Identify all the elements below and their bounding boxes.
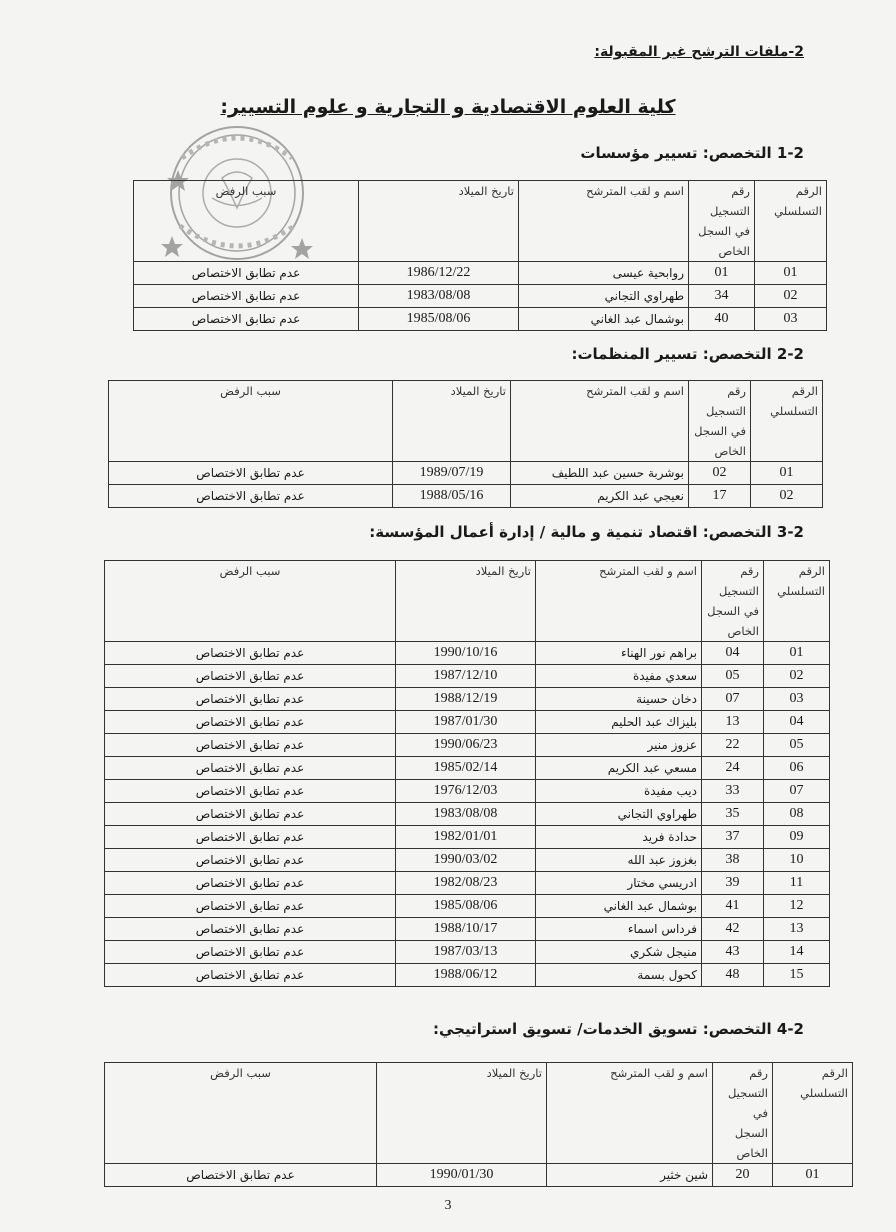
candidate-name-cell: عزوز منير: [536, 734, 702, 757]
table-row: [105, 941, 830, 964]
serial-cell: 09: [764, 826, 830, 849]
registration-cell: 01: [689, 262, 755, 285]
rejection-reason-cell: عدم تطابق الاختصاص: [134, 262, 359, 285]
rejection-reason-cell: عدم تطابق الاختصاص: [134, 285, 359, 308]
serial-cell: 03: [755, 308, 827, 331]
candidate-name-cell: دخان حسينة: [536, 688, 702, 711]
rejection-reason-cell: عدم تطابق الاختصاص: [109, 485, 393, 508]
rejection-reason-cell: عدم تطابق الاختصاص: [105, 711, 396, 734]
registration-cell: 37: [702, 826, 764, 849]
registration-cell: 48: [702, 964, 764, 987]
registration-cell: 39: [702, 872, 764, 895]
candidate-name-cell: روابحية عيسى: [519, 262, 689, 285]
table-row: [105, 895, 830, 918]
table-row: [105, 872, 830, 895]
rejection-reason-cell: عدم تطابق الاختصاص: [134, 308, 359, 331]
rejection-reason-cell: عدم تطابق الاختصاص: [105, 918, 396, 941]
serial-cell: 08: [764, 803, 830, 826]
registration-cell: 38: [702, 849, 764, 872]
candidate-name-cell: طهراوي التجاني: [519, 285, 689, 308]
rejection-reason-cell: عدم تطابق الاختصاص: [105, 1164, 377, 1187]
birth-date-cell: 1987/12/10: [396, 665, 536, 688]
birth-date-cell: 1982/01/01: [396, 826, 536, 849]
table-section-4: [104, 1062, 853, 1187]
birth-date-cell: 1985/08/06: [396, 895, 536, 918]
rejection-reason-cell: عدم تطابق الاختصاص: [105, 780, 396, 803]
birth-date-cell: 1988/10/17: [396, 918, 536, 941]
candidate-name-cell: كحول بسمة: [536, 964, 702, 987]
candidate-name-cell: بوشمال عبد الغاني: [519, 308, 689, 331]
candidate-name-cell: ادريسي مختار: [536, 872, 702, 895]
header-name: اسم و لقب المترشح: [536, 561, 702, 642]
registration-cell: 17: [689, 485, 751, 508]
rejection-reason-cell: عدم تطابق الاختصاص: [109, 462, 393, 485]
serial-cell: 06: [764, 757, 830, 780]
serial-cell: 04: [764, 711, 830, 734]
candidate-name-cell: فرداس اسماء: [536, 918, 702, 941]
table-row: [134, 285, 827, 308]
table-row: [105, 757, 830, 780]
serial-cell: 03: [764, 688, 830, 711]
birth-date-cell: 1983/08/08: [396, 803, 536, 826]
table-row: [105, 803, 830, 826]
table-row: [134, 262, 827, 285]
section-title-4: 4-2 التخصص: تسويق الخدمات/ تسويق استراتيجي:: [432, 1020, 804, 1038]
registration-cell: 04: [702, 642, 764, 665]
candidate-name-cell: مسعي عبد الكريم: [536, 757, 702, 780]
rejection-reason-cell: عدم تطابق الاختصاص: [105, 734, 396, 757]
registration-cell: 20: [713, 1164, 773, 1187]
serial-cell: 01: [773, 1164, 853, 1187]
header-serial: الرقم التسلسلي: [764, 561, 830, 642]
rejection-reason-cell: عدم تطابق الاختصاص: [105, 688, 396, 711]
header-serial: الرقم التسلسلي: [751, 381, 823, 462]
serial-cell: 01: [764, 642, 830, 665]
serial-cell: 14: [764, 941, 830, 964]
serial-cell: 15: [764, 964, 830, 987]
table-section-2: [108, 380, 823, 508]
header-birth-date: تاريخ الميلاد: [377, 1063, 547, 1164]
registration-cell: 22: [702, 734, 764, 757]
table-row: [105, 780, 830, 803]
candidate-name-cell: بوشمال عبد الغاني: [536, 895, 702, 918]
birth-date-cell: 1987/01/30: [396, 711, 536, 734]
table-section-1: [133, 180, 827, 331]
candidate-name-cell: بغزوز عبد الله: [536, 849, 702, 872]
header-name: اسم و لقب المترشح: [511, 381, 689, 462]
header-birth-date: تاريخ الميلاد: [359, 181, 519, 262]
registration-cell: 34: [689, 285, 755, 308]
rejection-reason-cell: عدم تطابق الاختصاص: [105, 826, 396, 849]
registration-cell: 07: [702, 688, 764, 711]
header-reason: سبب الرفض: [105, 1063, 377, 1164]
candidate-name-cell: حدادة فريد: [536, 826, 702, 849]
header-birth-date: تاريخ الميلاد: [393, 381, 511, 462]
table-row: [105, 642, 830, 665]
header-registration: رقم التسجيل في السجل الخاص: [713, 1063, 773, 1164]
birth-date-cell: 1988/12/19: [396, 688, 536, 711]
candidate-name-cell: بليزاك عبد الحليم: [536, 711, 702, 734]
table-section-3: [104, 560, 830, 987]
rejection-reason-cell: عدم تطابق الاختصاص: [105, 895, 396, 918]
rejection-reason-cell: عدم تطابق الاختصاص: [105, 665, 396, 688]
candidate-name-cell: براهم نور الهناء: [536, 642, 702, 665]
registration-cell: 05: [702, 665, 764, 688]
rejection-reason-cell: عدم تطابق الاختصاص: [105, 849, 396, 872]
registration-cell: 42: [702, 918, 764, 941]
table-row: [105, 1164, 853, 1187]
birth-date-cell: 1990/03/02: [396, 849, 536, 872]
registration-cell: 33: [702, 780, 764, 803]
candidate-name-cell: شين خثير: [547, 1164, 713, 1187]
header-reason: سبب الرفض: [109, 381, 393, 462]
candidate-name-cell: سعدي مفيدة: [536, 665, 702, 688]
table-row: [109, 462, 823, 485]
registration-cell: 41: [702, 895, 764, 918]
table-row: [105, 665, 830, 688]
registration-cell: 43: [702, 941, 764, 964]
birth-date-cell: 1982/08/23: [396, 872, 536, 895]
page-number: 3: [444, 1198, 452, 1213]
table-row: [134, 308, 827, 331]
section-title-1: 1-2 التخصص: تسيير مؤسسات: [580, 144, 804, 162]
table-row: [105, 918, 830, 941]
header-name: اسم و لقب المترشح: [519, 181, 689, 262]
rejection-reason-cell: عدم تطابق الاختصاص: [105, 803, 396, 826]
serial-cell: 05: [764, 734, 830, 757]
rejection-reason-cell: عدم تطابق الاختصاص: [105, 642, 396, 665]
candidate-name-cell: طهراوي التجاني: [536, 803, 702, 826]
rejection-reason-cell: عدم تطابق الاختصاص: [105, 757, 396, 780]
registration-cell: 40: [689, 308, 755, 331]
header-registration: رقم التسجيل في السجل الخاص: [689, 381, 751, 462]
header-name: اسم و لقب المترشح: [547, 1063, 713, 1164]
header-registration: رقم التسجيل في السجل الخاص: [702, 561, 764, 642]
birth-date-cell: 1986/12/22: [359, 262, 519, 285]
registration-cell: 13: [702, 711, 764, 734]
header-registration: رقم التسجيل في السجل الخاص: [689, 181, 755, 262]
serial-cell: 01: [755, 262, 827, 285]
table-row: [105, 734, 830, 757]
birth-date-cell: 1989/07/19: [393, 462, 511, 485]
birth-date-cell: 1983/08/08: [359, 285, 519, 308]
section-title-3: 3-2 التخصص: اقتصاد تنمية و مالية / إدارة أعمال المؤسسة:: [369, 523, 804, 541]
rejection-reason-cell: عدم تطابق الاختصاص: [105, 941, 396, 964]
candidate-name-cell: ديب مفيدة: [536, 780, 702, 803]
table-row: [105, 711, 830, 734]
birth-date-cell: 1990/06/23: [396, 734, 536, 757]
serial-cell: 13: [764, 918, 830, 941]
header-birth-date: تاريخ الميلاد: [396, 561, 536, 642]
registration-cell: 24: [702, 757, 764, 780]
serial-cell: 11: [764, 872, 830, 895]
header-reason: سبب الرفض: [134, 181, 359, 262]
candidate-name-cell: نعيجي عبد الكريم: [511, 485, 689, 508]
header-reason: سبب الرفض: [105, 561, 396, 642]
table-row: [105, 688, 830, 711]
section-title-2: 2-2 التخصص: تسيير المنظمات:: [571, 345, 804, 363]
table-row: [105, 849, 830, 872]
rejection-reason-cell: عدم تطابق الاختصاص: [105, 872, 396, 895]
faculty-title: كلية العلوم الاقتصادية و التجارية و علوم التسيير:: [220, 96, 676, 118]
table-row: [105, 964, 830, 987]
serial-cell: 01: [751, 462, 823, 485]
rejection-reason-cell: عدم تطابق الاختصاص: [105, 964, 396, 987]
candidate-name-cell: منيجل شكري: [536, 941, 702, 964]
section-heading: 2-ملفات الترشح غير المقبولة:: [594, 44, 804, 60]
header-serial: الرقم التسلسلي: [773, 1063, 853, 1164]
birth-date-cell: 1988/06/12: [396, 964, 536, 987]
candidate-name-cell: بوشربة حسين عبد اللطيف: [511, 462, 689, 485]
serial-cell: 02: [764, 665, 830, 688]
serial-cell: 12: [764, 895, 830, 918]
birth-date-cell: 1985/08/06: [359, 308, 519, 331]
table-row: [105, 826, 830, 849]
serial-cell: 02: [755, 285, 827, 308]
registration-cell: 02: [689, 462, 751, 485]
serial-cell: 10: [764, 849, 830, 872]
serial-cell: 02: [751, 485, 823, 508]
registration-cell: 35: [702, 803, 764, 826]
header-serial: الرقم التسلسلي: [755, 181, 827, 262]
serial-cell: 07: [764, 780, 830, 803]
birth-date-cell: 1990/10/16: [396, 642, 536, 665]
table-row: [109, 485, 823, 508]
birth-date-cell: 1987/03/13: [396, 941, 536, 964]
birth-date-cell: 1988/05/16: [393, 485, 511, 508]
birth-date-cell: 1990/01/30: [377, 1164, 547, 1187]
birth-date-cell: 1985/02/14: [396, 757, 536, 780]
birth-date-cell: 1976/12/03: [396, 780, 536, 803]
